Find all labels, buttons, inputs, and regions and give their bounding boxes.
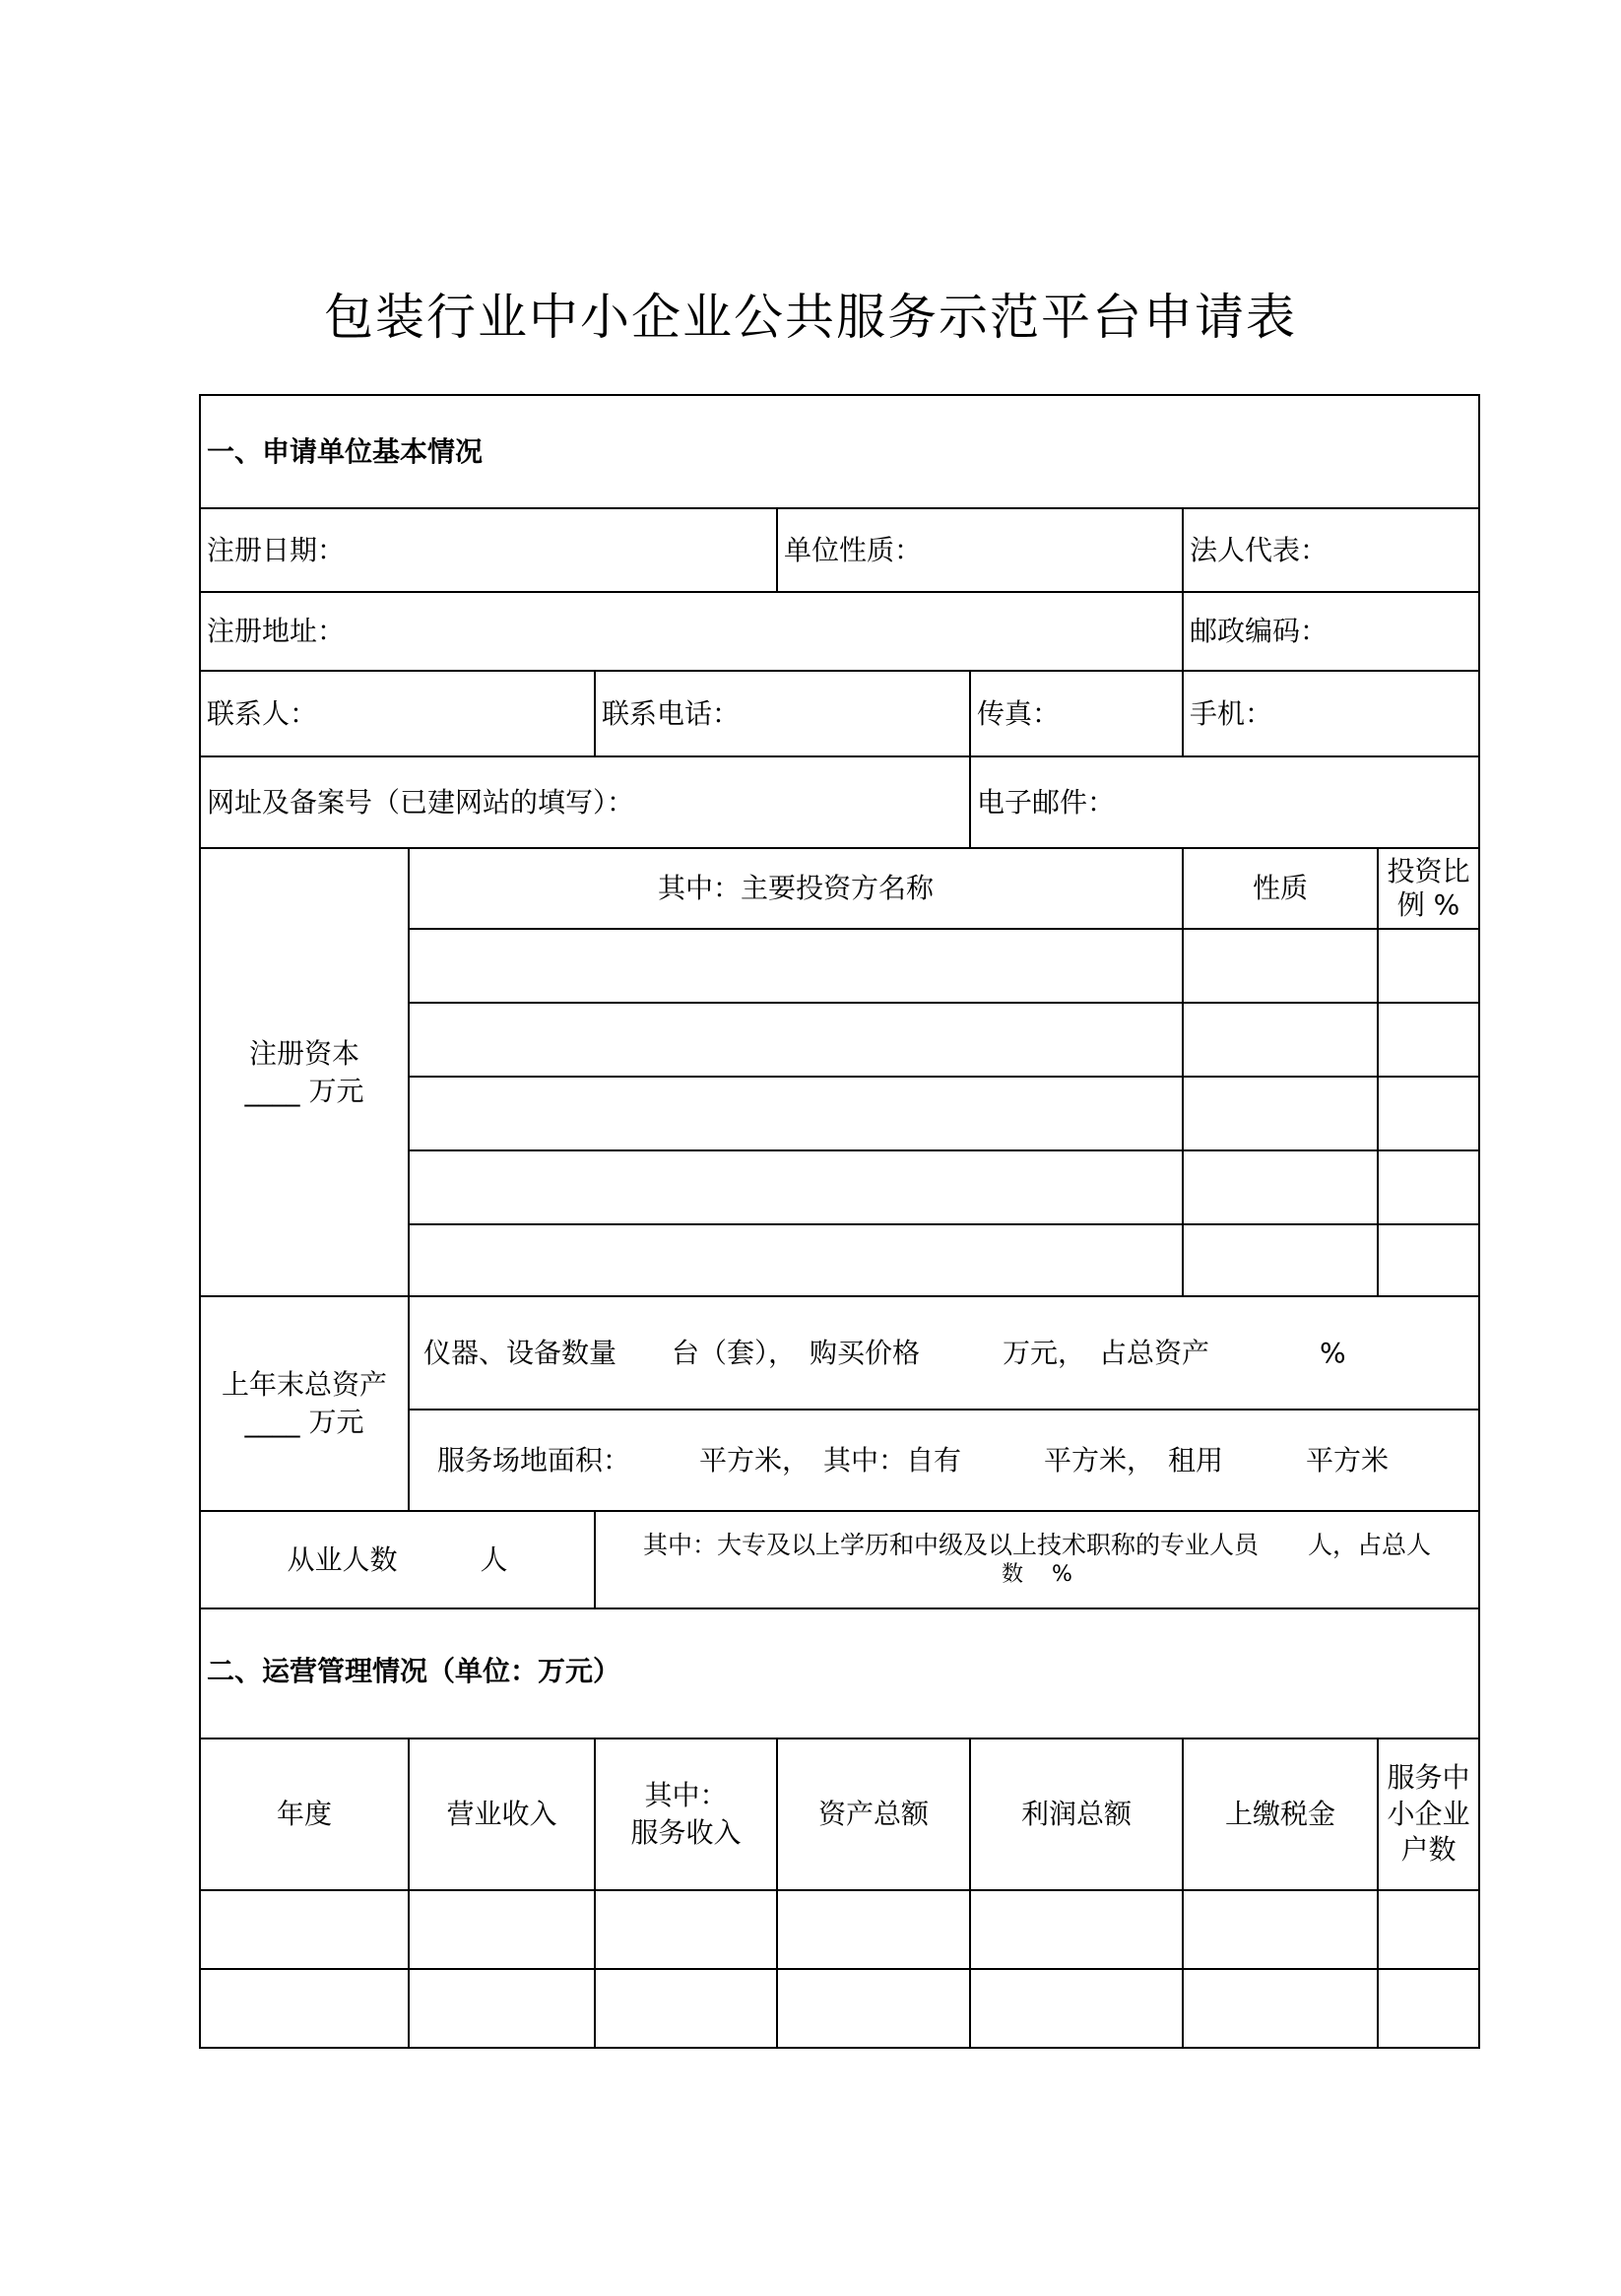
col-revenue-header: 营业收入 <box>446 1798 557 1831</box>
postal-code-field[interactable]: 邮政编码： <box>1190 615 1329 648</box>
row-divider <box>408 928 1480 930</box>
total-assets-label <box>201 1297 408 1510</box>
col-sme-line3: 户数 <box>1400 1833 1457 1867</box>
total-assets-line1: 上年末总资产 <box>221 1368 387 1402</box>
service-area-field[interactable]: 服务场地面积： 平方米， 其中：自有 平方米， 租用 平方米 <box>437 1443 1390 1476</box>
investor-nature-header: 性质 <box>1252 872 1308 905</box>
contact-phone-field[interactable]: 联系电话： <box>602 696 741 730</box>
form-title: 包装行业中小企业公共服务示范平台申请表 <box>324 289 1297 346</box>
reg-capital-label <box>201 849 408 1295</box>
legal-rep-field[interactable]: 法人代表： <box>1190 533 1329 566</box>
row-divider <box>408 1076 1480 1078</box>
equipment-field[interactable]: 仪器、设备数量 台（套）， 购买价格 万元， 占总资产 % <box>423 1336 1346 1369</box>
col-service-revenue-header <box>596 1739 776 1889</box>
investor-name-header: 其中：主要投资方名称 <box>657 872 934 905</box>
col-service-rev-line2: 服务收入 <box>630 1816 742 1849</box>
col-service-rev-line1: 其中： <box>644 1779 728 1812</box>
investor-ratio-header <box>1379 849 1478 928</box>
reg-address-field[interactable]: 注册地址： <box>207 615 346 648</box>
col-tax-header: 上缴税金 <box>1224 1798 1335 1831</box>
unit-nature-field[interactable]: 单位性质： <box>784 533 923 566</box>
website-field[interactable]: 网址及备案号（已建网站的填写）： <box>207 785 635 819</box>
professionals-field[interactable] <box>596 1512 1478 1607</box>
contact-field[interactable]: 联系人： <box>207 696 318 730</box>
row-divider <box>408 1223 1480 1225</box>
section1-heading: 一、申请单位基本情况 <box>207 434 484 468</box>
investor-ratio-line2: 例 % <box>1396 888 1460 921</box>
mobile-field[interactable]: 手机： <box>1190 696 1273 730</box>
col-sme-line1: 服务中 <box>1387 1761 1470 1795</box>
col-sme-line2: 小企业 <box>1387 1797 1470 1830</box>
section2-heading: 二、运营管理情况（单位：万元） <box>207 1655 621 1687</box>
reg-capital-line1: 注册资本 <box>248 1036 359 1070</box>
fax-field[interactable]: 传真： <box>977 696 1061 730</box>
col-profit-header: 利润总额 <box>1020 1798 1132 1831</box>
col-assets-header: 资产总额 <box>817 1798 929 1831</box>
professionals-line2: 数 % <box>1002 1562 1072 1588</box>
row-divider <box>408 1149 1480 1151</box>
email-field[interactable]: 电子邮件： <box>977 785 1116 819</box>
employees-field[interactable]: 从业人数 人 <box>287 1542 508 1576</box>
professionals-line1: 其中：大专及以上学历和中级及以上技术职称的专业人员 人，占总人 <box>642 1530 1431 1559</box>
row-divider <box>199 1889 1480 1891</box>
investor-ratio-line1: 投资比 <box>1387 855 1470 888</box>
col-sme-count-header <box>1379 1739 1478 1889</box>
reg-date-field[interactable]: 注册日期： <box>207 533 346 566</box>
total-assets-line2: ____ 万元 <box>244 1406 364 1438</box>
reg-capital-line2: ____ 万元 <box>244 1074 364 1107</box>
row-divider <box>408 1002 1480 1004</box>
row-divider <box>199 1968 1480 1970</box>
col-year-header: 年度 <box>276 1798 332 1831</box>
